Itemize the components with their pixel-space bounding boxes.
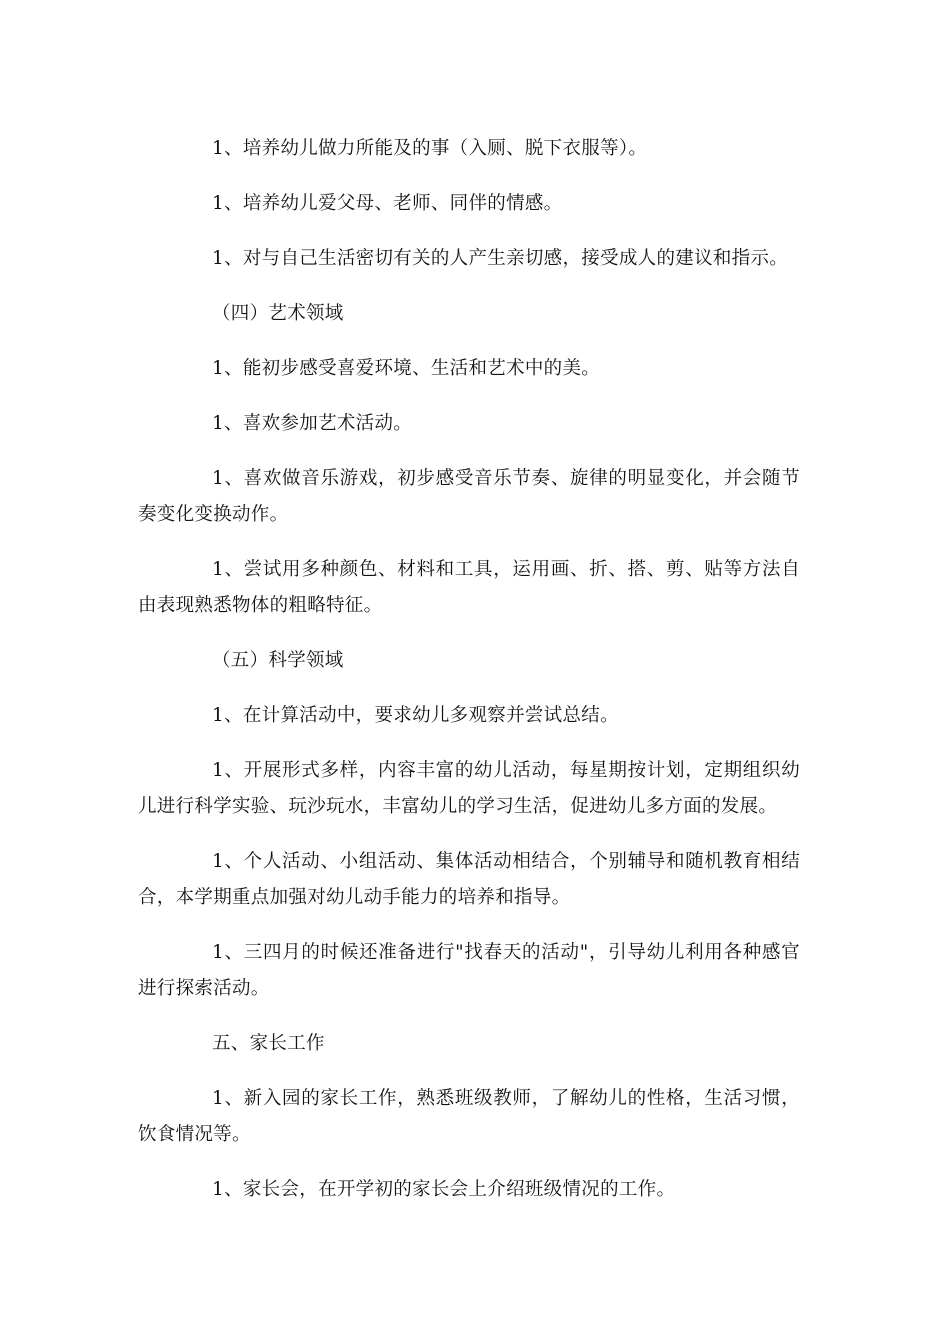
section-heading-art: （四）艺术领域 — [212, 303, 344, 324]
paragraph: 1、培养幼儿爱父母、老师、同伴的情感。 — [212, 193, 563, 214]
document-body — [138, 131, 800, 1227]
paragraph: 1、开展形式多样，内容丰富的幼儿活动，每星期按计划，定期组织幼儿进行科学实验、玩沙玩水，丰富幼儿的学习生活，促进幼儿多方面的发展。 — [138, 760, 800, 817]
paragraph: 1、在计算活动中，要求幼儿多观察并尝试总结。 — [212, 705, 619, 726]
paragraph: 1、三四月的时候还准备进行"找春天的活动"，引导幼儿利用各种感官进行探索活动。 — [138, 942, 800, 999]
paragraph: 1、新入园的家长工作，熟悉班级教师，了解幼儿的性格，生活习惯，饮食情况等。 — [138, 1088, 800, 1145]
section-heading-science: （五）科学领域 — [212, 650, 344, 671]
paragraph: 1、能初步感受喜爱环境、生活和艺术中的美。 — [212, 358, 601, 379]
paragraph: 1、培养幼儿做力所能及的事（入厕、脱下衣服等）。 — [212, 138, 648, 159]
paragraph: 1、个人活动、小组活动、集体活动相结合，个别辅导和随机教育相结合，本学期重点加强对幼儿动手能力的培养和指导。 — [138, 851, 800, 908]
paragraph: 1、喜欢做音乐游戏，初步感受音乐节奏、旋律的明显变化，并会随节奏变化变换动作。 — [138, 468, 800, 525]
section-heading-parents: 五、家长工作 — [212, 1033, 325, 1054]
paragraph: 1、对与自己生活密切有关的人产生亲切感，接受成人的建议和指示。 — [212, 248, 789, 269]
paragraph: 1、尝试用多种颜色、材料和工具，运用画、折、搭、剪、贴等方法自由表现熟悉物体的粗略特征。 — [138, 559, 800, 616]
paragraph: 1、家长会，在开学初的家长会上介绍班级情况的工作。 — [212, 1179, 676, 1200]
paragraph: 1、喜欢参加艺术活动。 — [212, 413, 413, 434]
